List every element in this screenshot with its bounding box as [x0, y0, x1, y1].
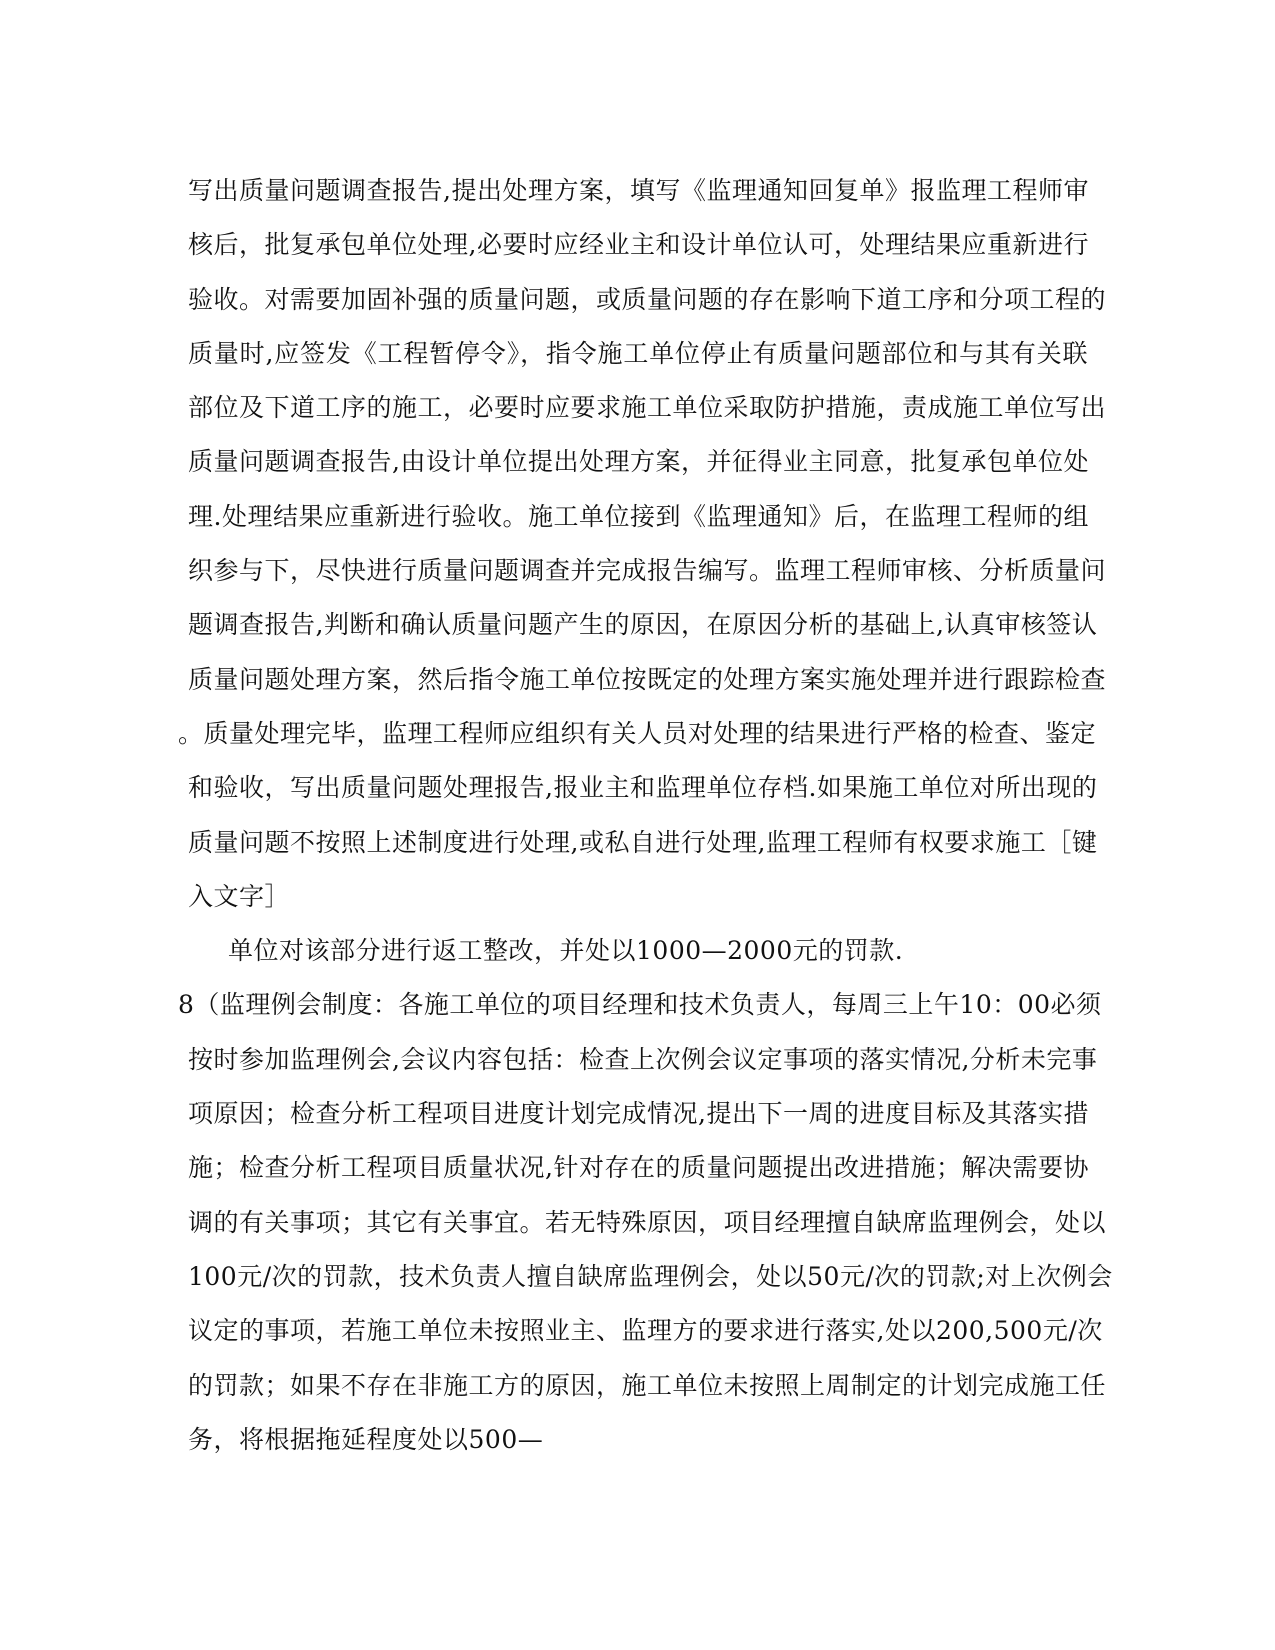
text-line: 题调查报告,判断和确认质量问题产生的原因，在原因分析的基础上,认真审核签认: [188, 610, 1098, 640]
text-line: 。质量处理完毕，监理工程师应组织有关人员对处理的结果进行严格的检查、鉴定: [178, 718, 1097, 748]
text-line: 入文字］: [188, 881, 291, 911]
text-line: 的罚款；如果不存在非施工方的原因，施工单位未按照上周制定的计划完成施工任: [188, 1370, 1107, 1400]
text-line: 质量问题调查报告,由设计单位提出处理方案，并征得业主同意，批复承包单位处: [188, 447, 1089, 477]
text-line: 按时参加监理例会,会议内容包括：检查上次例会议定事项的落实情况,分析未完事: [188, 1044, 1098, 1074]
text-line: 质量问题不按照上述制度进行处理,或私自进行处理,监理工程师有权要求施工［键: [188, 827, 1098, 857]
text-line: 施；检查分析工程项目质量状况,针对存在的质量问题提出改进措施；解决需要协: [188, 1153, 1089, 1183]
document-body: [178, 164, 1113, 1467]
list-item-heading-line: 8（监理例会制度：各施工单位的项目经理和技术负责人，每周三上午10：00必须: [178, 990, 1102, 1020]
text-line: 部位及下道工序的施工，必要时应要求施工单位采取防护措施，责成施工单位写出: [188, 393, 1107, 423]
text-line: 质量问题处理方案，然后指令施工单位按既定的处理方案实施处理并进行跟踪检查: [188, 664, 1107, 694]
text-line: 项原因；检查分析工程项目进度计划完成情况,提出下一周的进度目标及其落实措: [188, 1099, 1089, 1129]
text-line: 织参与下，尽快进行质量问题调查并完成报告编写。监理工程师审核、分析质量问: [188, 556, 1107, 586]
text-line: 写出质量问题调查报告,提出处理方案，填写《监理通知回复单》报监理工程师审: [188, 176, 1089, 205]
text-line: 验收。对需要加固补强的质量问题，或质量问题的存在影响下道工序和分项工程的: [188, 284, 1107, 314]
text-line: 100元/次的罚款，技术负责人擅自缺席监理例会，处以50元/次的罚款;对上次例会: [188, 1261, 1113, 1291]
text-line: 核后，批复承包单位处理,必要时应经业主和设计单位认可，处理结果应重新进行: [188, 230, 1089, 260]
text-line: 和验收，写出质量问题处理报告,报业主和监理单位存档.如果施工单位对所出现的: [188, 773, 1098, 803]
text-line: 调的有关事项；其它有关事宜。若无特殊原因，项目经理擅自缺席监理例会，处以: [188, 1207, 1107, 1237]
text-line: 质量时,应签发《工程暂停令》，指令施工单位停止有质量问题部位和与其有关联: [188, 338, 1088, 368]
text-line: 理.处理结果应重新进行验收。施工单位接到《监理通知》后，在监理工程师的组: [188, 501, 1089, 531]
text-line: 议定的事项，若施工单位未按照业主、监理方的要求进行落实,处以200,500元/次: [188, 1316, 1103, 1346]
paragraph-first-line: 单位对该部分进行返工整改，并处以1000—2000元的罚款.: [228, 936, 904, 966]
text-line: 务，将根据拖延程度处以500—: [188, 1424, 544, 1454]
